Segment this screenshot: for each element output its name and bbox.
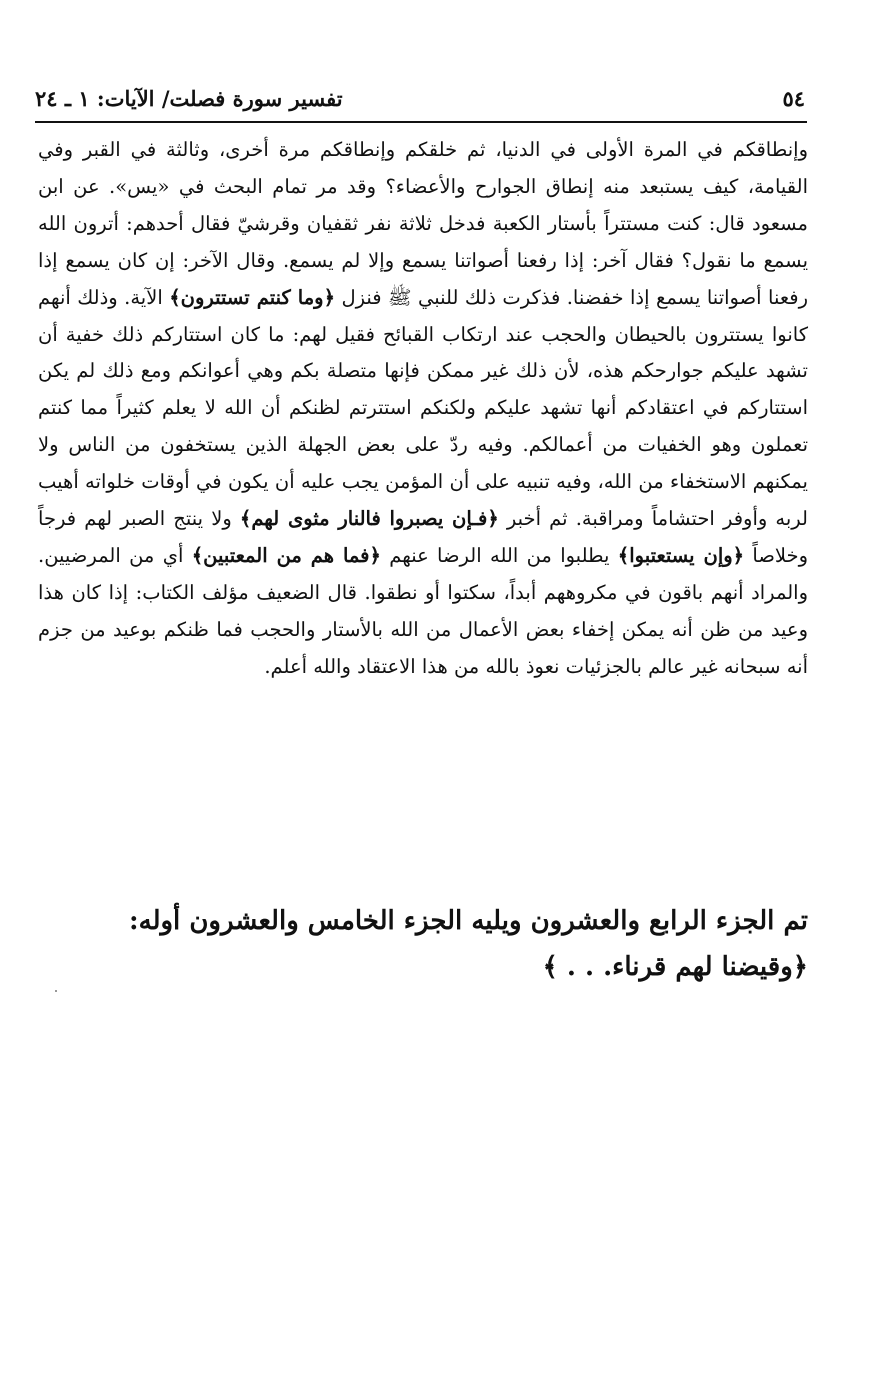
header-divider	[35, 121, 807, 123]
volume-colophon: تم الجزء الرابع والعشرون ويليه الجزء الخامس والعشرون أوله: ﴿وقيضنا لهم قرناء. . . ﴾	[129, 906, 808, 982]
quran-verse: ﴿فما هم من المعتبين﴾	[191, 543, 381, 567]
commentary-paragraph	[38, 132, 808, 686]
text-segment: وإنطاقكم في المرة الأولى في الدنيا، ثم خلقكم وإنطاقكم مرة أخرى، وثالثة في القبر وفي القيامة، كيف يستبعد منه إنطاق الجوارح والأعضاء؟ وقد مر تمام البحث في «يس». عن ابن مسعود قال: كنت مستتراً بأستار الكعبة فدخل ثلاثة نفر ثقفيان وقرشيّ فقال أحدهم: أترون الله يسمع ما نقول؟ فقال آخر: إذا رفعنا أصواتنا يسمع وإلا لم يسمع. وقال الآخر: إن كان يسمع إذا رفعنا أصواتنا يسمع إذا خفضنا. فذكرت ذلك للنبي ﷺ فنزل	[38, 138, 808, 309]
quran-verse: ﴿فـإن يصبروا فالنار مثوى لهم﴾	[239, 507, 499, 531]
quran-verse: ﴿وإن يستعتبوا﴾	[617, 543, 745, 567]
text-segment: أي من المرضيين. والمراد أنهم باقون في مكروههم أبداً، سكتوا أو نطقوا. قال الضعيف مؤلف الكتاب: إذا كان هذا وعيد من ظن أنه يمكن إخفاء بعض الأعمال من الله بالأستار والحجب فما ظنكم بوعيد من جزم أنه سبحانه غير عالم بالجزئيات نعوذ بالله من هذا الاعتقاد والله أعلم.	[38, 543, 808, 678]
commentary-text	[38, 132, 808, 686]
page-header	[35, 84, 805, 118]
text-segment: الآية. وذلك أنهم كانوا يستترون بالحيطان والحجب عند ارتكاب القبائح فقيل لهم: ما كان استتاركم ذلك خفية أن تشهد عليكم جوارحكم هذه، لأن ذلك غير ممكن فإنها متصلة بكم وهي أعوانكم ومع ذلك لم يكن استتاركم في اعتقادكم أنها تشهد عليكم ولكنكم استترتم لظنكم أن الله لا يعلم كثيراً مما كنتم تعملون وهو الخفيات من أعمالكم. وفيه ردّ على بعض الجهلة الذين يستخفون من الناس ولا يمكنهم الاستخفاء من الله، وفيه تنبيه على أن المؤمن يجب عليه أن يكون في أوقات خلواته أهيب لربه وأوفر احتشاماً ومراقبة. ثم أخبر	[38, 285, 808, 531]
running-title: تفسير سورة فصلت/ الآيات: ١ ـ ٢٤	[35, 86, 343, 111]
page-number: ٥٤	[782, 86, 805, 111]
text-segment: يطلبوا من الله الرضا عنهم	[380, 543, 618, 567]
quran-verse: ﴿وما كنتم تستترون﴾	[169, 285, 336, 309]
text-segment: ولا ينتج الصبر لهم فرجاً وخلاصاً	[38, 507, 809, 567]
print-speck	[55, 990, 57, 992]
